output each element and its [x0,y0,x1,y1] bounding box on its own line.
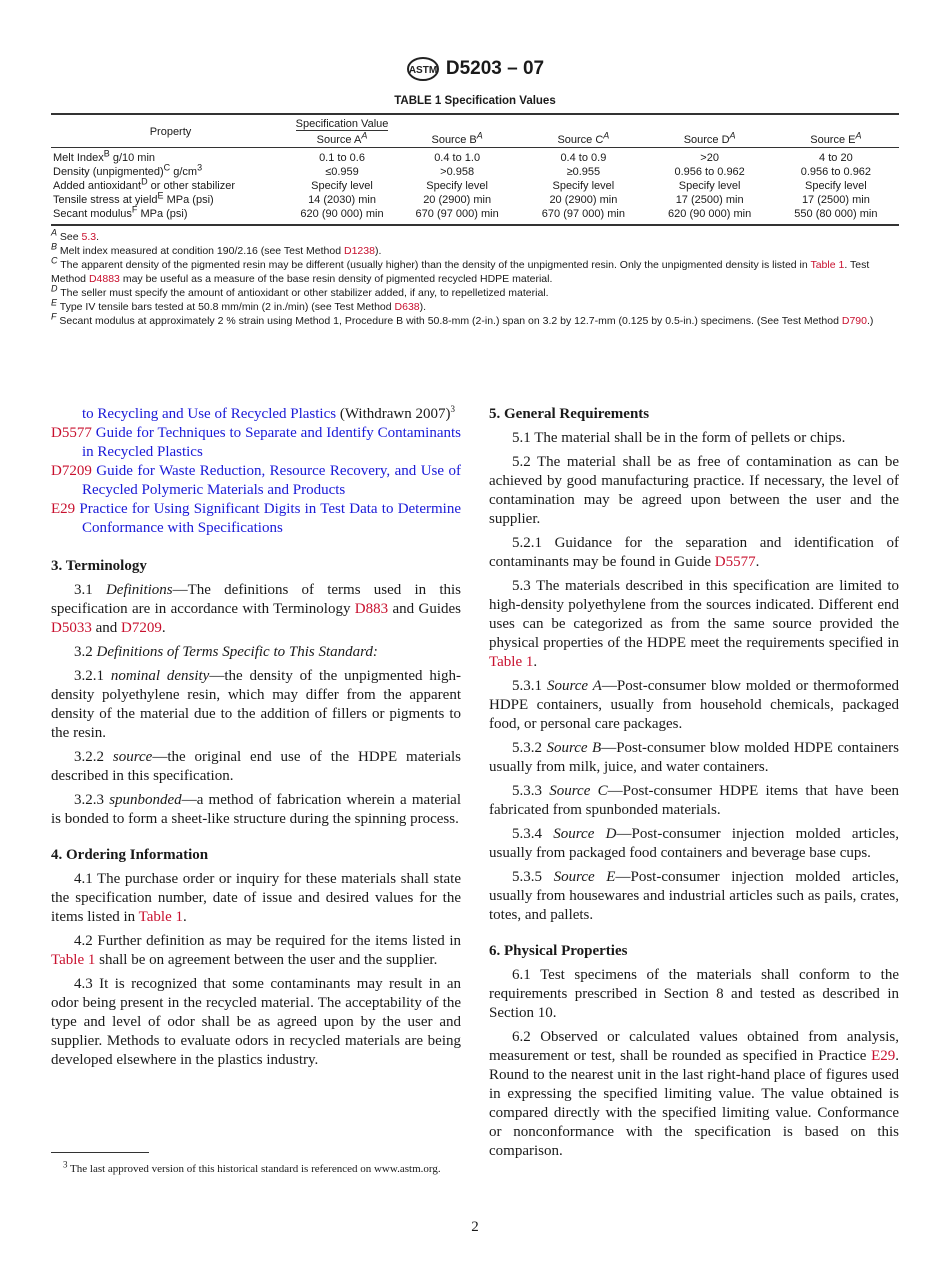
text-run: 4. Ordering Information [51,847,209,863]
reference-link[interactable]: Table 1 [489,654,534,670]
value-cell: 0.1 to 0.6 [290,148,394,166]
italic-term: Source A [546,678,602,694]
paragraph [51,643,461,662]
reference-link[interactable]: E29 [51,501,76,517]
value-cell: 620 (90 000) min [668,208,752,220]
page-number: 2 [471,1219,479,1235]
spec-value-header: Specification Value [295,118,389,130]
value-cell: 20 (2900) min [423,194,492,206]
reference-link[interactable]: D883 [354,601,389,617]
text-run: Melt Index [53,152,104,164]
property-cell [51,176,290,193]
source-header [520,131,646,148]
astm-logo-icon [406,56,440,82]
text-run: Source A [316,134,362,146]
text-run: . [755,554,760,570]
text-run: 5.3.3 [512,783,550,799]
value-cell: Specify level [552,180,615,192]
text-run: Tensile stress at yield [53,194,158,206]
paragraph [489,534,899,572]
paragraph [51,975,461,1070]
value-cell: ≤0.959 [325,166,359,178]
text-run: shall be on agreement between the user and the supplier. [95,952,438,968]
text-run: The apparent density of the pigmented resin may be different (usually higher) than the density of the unpigmented resin. Only the unpigmented density is listed in [57,259,811,271]
text-run: —a method of fabrication wherein a material is bonded to form a sheet-like structure during the spinning process. [51,792,462,827]
italic-term: spunbonded [109,792,182,808]
section-heading [51,846,461,865]
text-run: . [161,620,166,636]
referenced-document [51,424,461,462]
text-run: Density (unpigmented) [53,166,164,178]
value-cell: >20 [647,148,773,166]
table-footnote [51,311,899,328]
svg-text:ASTM: ASTM [408,65,438,76]
text-run: 3.2.1 [74,668,111,684]
paragraph [489,577,899,672]
footnote-text: The last approved version of this historical standard is referenced on www.astm.org. [67,1163,441,1175]
superscript: F [131,204,138,215]
text-run: Source B [431,134,477,146]
text-run: 6. Physical Properties [489,943,628,959]
paragraph [51,748,461,786]
designation: D5203 – 07 [445,58,545,80]
value-cell: 620 (90 000) min [300,208,384,220]
text-run: Secant modulus [53,208,132,220]
text-run: 5.3.5 [512,869,554,885]
value-cell: 20 (2900) min [549,194,618,206]
value-cell: 17 (2500) min [675,194,744,206]
table-row [51,179,899,193]
italic-term: Definitions of Terms Specific to This Standard: [96,644,378,660]
superscript: 3 [197,162,203,173]
superscript: D [141,176,148,187]
paragraph [489,429,899,448]
superscript: D [51,283,58,294]
table-footnote [51,227,899,244]
superscript: A [476,130,483,141]
reference-title-link[interactable]: Practice for Using Significant Digits in Test Data to Determine Conformance with Specifications [75,501,461,536]
value-cell: 0.956 to 0.962 [674,166,745,178]
text-run: MPa (psi) [137,208,188,220]
text-run: —Post-consumer injection molded articles, usually from packaged food containers and beverage base cups. [489,826,899,861]
value-cell: 670 (97 000) min [415,208,499,220]
reference-title-link[interactable]: to Recycling and Use of Recycled Plastics [82,406,337,422]
text-run: 5.2 The material shall be as free of contamination as can be achieved by good manufacturing practice. If necessary, the level of contamination may be agreed upon between the user and the supplier. [489,454,899,527]
value-cell: Specify level [678,180,741,192]
paragraph [489,677,899,734]
text-run: 6.1 Test specimens of the materials shall conform to the requirements prescribed in Section 8 and tested as described in Section 10. [489,967,899,1021]
paragraph [489,453,899,529]
text-run: ). [374,245,382,257]
text-run: Source D [683,134,730,146]
text-run: 5.1 The material shall be in the form of pellets or chips. [512,430,846,446]
section-heading [51,557,461,576]
property-cell [51,204,290,225]
paragraph [51,667,461,743]
text-run: —Post-consumer HDPE items that have been fabricated from spunbonded materials. [489,783,900,818]
reference-link[interactable]: E29 [871,1048,896,1064]
reference-link[interactable]: D7209 [51,463,92,479]
superscript: B [103,148,110,159]
paragraph [51,870,461,927]
table-footnote [51,297,899,314]
property-cell [51,148,290,166]
footnote-3 [51,1159,461,1177]
footnote-divider [51,1152,149,1153]
value-cell: >0.958 [440,166,475,178]
value-cell: 0.4 to 1.0 [394,148,520,166]
text-run: g/10 min [109,152,156,164]
superscript: A [361,130,368,141]
table-title: TABLE 1 Specification Values [394,95,556,107]
text-run: 6.2 Observed or calculated values obtained from analysis, measurement or test, shall be rounded as specified in Practice [489,1029,899,1064]
text-run: .) [866,315,874,327]
property-cell [51,162,290,179]
text-run: 3.2.3 [74,792,110,808]
text-run: 4.3 It is recognized that some contaminants may result in an odor being present in the recycled material. The acceptability of the type and level of odor shall be as agreed upon by the user and supplier. Methods to evaluate odors in recycled materials are being developed elsewhere in the plastics industry. [51,976,461,1068]
superscript: A [855,130,862,141]
property-header: Property [149,126,192,138]
superscript: C [163,162,171,173]
reference-title-link[interactable]: Guide for Waste Reduction, Resource Recovery, and Use of Recycled Polymeric Materials and Products [82,463,461,498]
source-header [647,131,773,148]
value-cell: 670 (97 000) min [541,208,625,220]
referenced-document [51,500,461,538]
paragraph [489,782,899,820]
page-header [0,56,950,82]
table-row [51,193,899,207]
superscript: C [51,255,58,266]
left-column [51,405,461,1075]
paragraph [489,868,899,925]
text-run: See [57,231,82,243]
text-run: may be useful as a measure of the base resin density of pigmented recycled HDPE material. [119,273,553,285]
value-cell: 0.4 to 0.9 [520,148,646,166]
footnote-marker: 3 [63,1159,68,1170]
reference-link[interactable]: Table 1 [138,909,184,925]
property-cell [51,190,290,207]
reference-title-link[interactable]: Guide for Techniques to Separate and Identify Contaminants in Recycled Plastics [82,425,461,460]
text-run: 5.3.4 [512,826,554,842]
text-run: 5.3 The materials described in this specification are limited to high-density polyethylene from the sources indicated. Different end uses can be categorized as from the same source provided the physical properties of the HDPE meet the requirements specified in [489,578,899,651]
text-run: . [96,231,100,243]
table-footnote [51,255,899,286]
text-run: —the density of the unpigmented high-density polyethylene resin, which may differ from the apparent density of the material due to the addition of fillers or pigments to the resin. [51,668,461,741]
source-header [773,131,899,148]
section-heading [489,942,899,961]
superscript: 3 [450,404,455,414]
text-run: Secant modulus at approximately 2 % strain using Method 1, Procedure B with 50.8-mm (2-in.) span on 3.2 by 12.7-mm (0.125 by 0.5-in.) specimens. (See Test Method [56,315,842,327]
text-run: or other stabilizer [147,180,236,192]
reference-link[interactable]: D5577 [51,425,92,441]
text-run: 5.3.2 [512,740,547,756]
reference-link[interactable]: D638 [394,301,420,313]
reference-link[interactable]: Table 1 [51,952,96,968]
value-cell: Specify level [311,180,373,192]
reference-link[interactable]: D5033 [51,620,92,636]
paragraph [51,932,461,970]
text-run: —the original end use of the HDPE materials described in this specification. [51,749,461,784]
text-run: ). [419,301,427,313]
text-run: MPa (psi) [163,194,214,206]
text-run: 5. General Requirements [489,406,650,422]
paragraph [489,966,899,1023]
value-cell: 4 to 20 [773,148,899,166]
value-cell: Specify level [804,180,867,192]
text-run: 3.1 [74,582,106,598]
text-run: 5.3.1 [512,678,547,694]
reference-link[interactable]: D1238 [344,245,375,257]
superscript: A [51,227,58,238]
referenced-document [51,405,461,424]
paragraph [489,825,899,863]
table-row [51,148,899,166]
text-run: . Round to the nearest unit in the last right-hand place of figures used in expressing the specified limiting value. The value obtained is compared directly with the specified limiting value. Conformance or nonconformance with the specification is based on this comparison. [489,1048,899,1159]
italic-term: Source B [546,740,602,756]
superscript: A [603,130,610,141]
text-run: . Test Method [51,259,870,285]
table-footnotes [51,227,899,328]
italic-term: Source D [553,826,617,842]
value-cell: 550 (80 000) min [794,208,878,220]
value-cell: 14 (2030) min [308,194,376,206]
text-run: g/cm [170,166,198,178]
right-column [489,405,899,1166]
superscript: A [729,130,736,141]
paragraph [489,739,899,777]
text-run: 3.2 [74,644,97,660]
text-run: and Guides [388,601,461,617]
reference-link[interactable]: D790 [841,315,867,327]
text-run: Source E [810,134,856,146]
italic-term: nominal density [110,668,210,684]
text-run: —Post-consumer injection molded articles, usually from housewares and industrial articles such as pails, crates, totes, and pallets. [489,869,899,923]
reference-link[interactable]: Table 1 [810,259,845,271]
text-run: Type IV tensile bars tested at 50.8 mm/min (2 in./min) (see Test Method [57,301,395,313]
text-run: 4.2 Further definition as may be required for the items listed in [74,933,461,949]
text-run: and [91,620,122,636]
reference-link[interactable]: D4883 [88,273,120,285]
text-run: Source C [557,134,604,146]
paragraph [489,1028,899,1161]
section-heading [489,405,899,424]
superscript: F [51,311,57,322]
italic-term: Source C [549,783,608,799]
table-row [51,165,899,179]
table-footnote [51,283,899,300]
text-run: . [183,909,187,925]
text-run: Melt index measured at condition 190/2.16 (see Test Method [57,245,344,257]
source-header [290,131,394,148]
text-run: (Withdrawn 2007) [336,406,451,422]
superscript: E [51,297,58,308]
text-run: 4.1 The purchase order or inquiry for these materials shall state the specification number, date of issue and desired values for the items listed in [51,871,461,925]
paragraph [51,581,461,638]
superscript: E [157,190,164,201]
text-run: 3. Terminology [51,558,147,574]
referenced-document [51,462,461,500]
text-run: 5.2.1 Guidance for the separation and identification of contaminants may be found in Guide [489,535,899,570]
value-cell: 17 (2500) min [801,194,870,206]
table-footnote [51,241,899,258]
value-cell: 0.956 to 0.962 [800,166,872,178]
text-run: 3.2.2 [74,749,113,765]
text-run: —Post-consumer blow molded or thermoformed HDPE containers, usually from household chemicals, packaged food, or personal care packages. [489,678,900,732]
italic-term: source [112,749,153,765]
italic-term: Definitions [105,582,173,598]
text-run: The seller must specify the amount of antioxidant or other stabilizer added, if any, to repelletized material. [57,287,549,299]
text-run: Added antioxidant [53,180,142,192]
reference-link[interactable]: D7209 [121,620,162,636]
reference-link[interactable]: 5.3 [81,231,97,243]
italic-term: Source E [553,869,616,885]
reference-link[interactable]: D5577 [714,554,756,570]
table-row [51,207,899,225]
paragraph [51,791,461,829]
source-header [394,131,520,148]
value-cell: Specify level [426,180,488,192]
value-cell: ≥0.955 [566,166,601,178]
text-run: —The definitions of terms used in this specification are in accordance with Terminology [51,582,462,617]
text-run: —Post-consumer blow molded HDPE containers usually from milk, juice, and water containers. [489,740,900,775]
text-run: . [533,654,538,670]
spec-table [51,113,899,226]
superscript: B [51,241,58,252]
